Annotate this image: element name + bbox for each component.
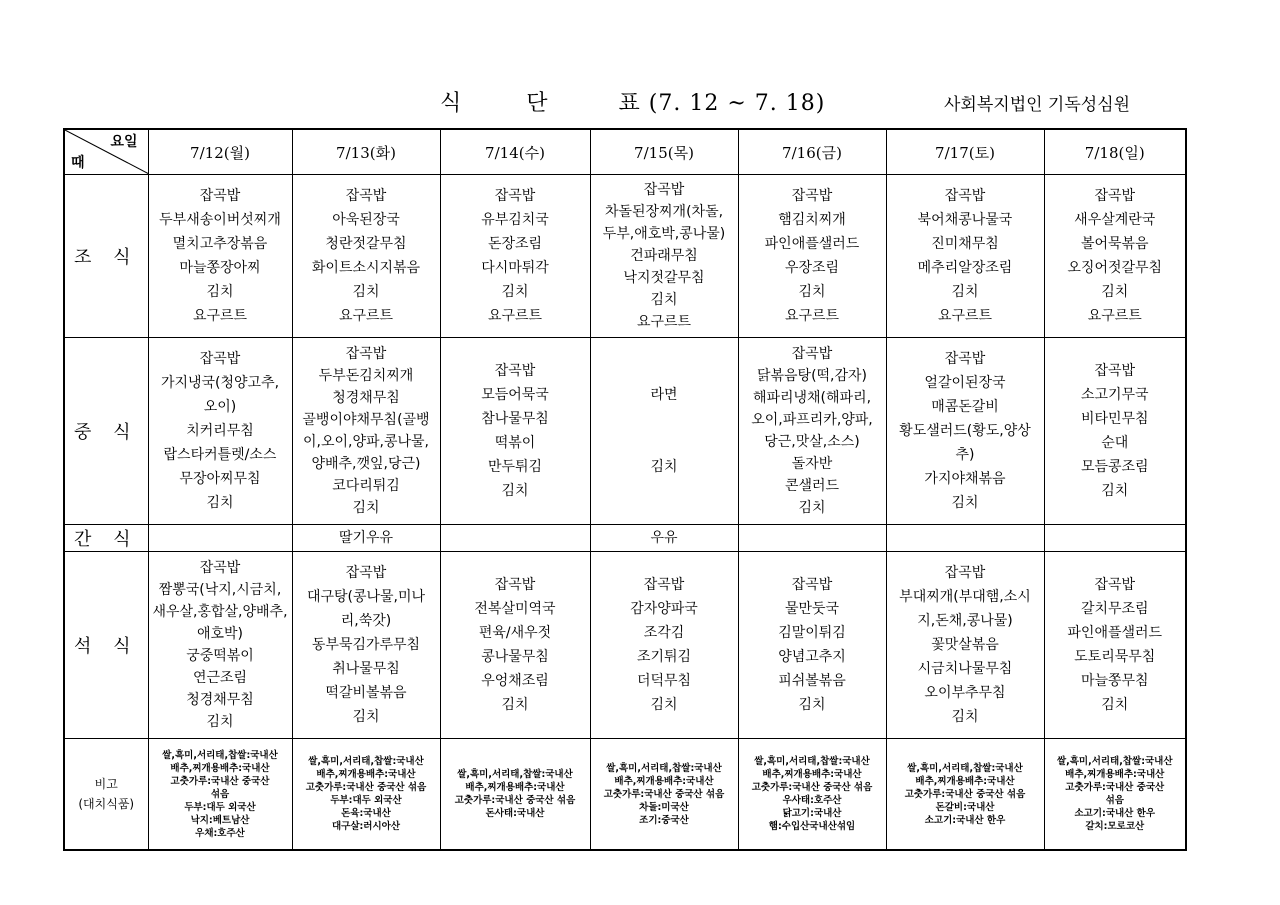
menu-cell: [738, 525, 886, 552]
menu-cell: [440, 525, 590, 552]
menu-cell: 잡곡밥 차돌된장찌개(차돌, 두부,애호박,콩나물) 건파래무침 낙지젓갈무침 김치 요구르트: [590, 175, 738, 338]
menu-cell: 잡곡밥 짬뽕국(낙지,시금치, 새우살,홍합살,양배추, 애호박) 궁중떡볶이 연근조림 청경채무침 김치: [148, 552, 292, 739]
lunch-row: [64, 338, 1186, 525]
day-header: 7/18(일): [1044, 129, 1186, 175]
menu-cell: [148, 525, 292, 552]
dinner-row: [64, 552, 1186, 739]
origin-note: 쌀,흑미,서리태,찹쌀:국내산 배추,찌개용배추:국내산 고춧가루:국내산 중국산 섞음 두부:대두 외국산 낙지:베트남산 우채:호주산: [148, 739, 292, 851]
menu-cell: 잡곡밥 유부김치국 돈장조림 다시마튀각 김치 요구르트: [440, 175, 590, 338]
date-range: (7. 12 ~ 7. 18): [648, 91, 826, 116]
notes-row: [64, 739, 1186, 851]
origin-note: 쌀,흑미,서리태,찹쌀:국내산 배추,찌개용배추:국내산 고춧가루:국내산 중국산 섞음 두부:대두 외국산 돈육:국내산 대구살:러시아산: [292, 739, 440, 851]
page-title: [440, 86, 825, 117]
menu-cell: 잡곡밥 부대찌개(부대햄,소시 지,돈채,콩나물) 꽃맛살볶음 시금치나물무침 오이부추무침 김치: [886, 552, 1044, 739]
corner-cell: [64, 129, 148, 175]
menu-cell: 잡곡밥 가지냉국(청양고추, 오이) 치커리무침 랍스타커틀렛/소스 무장아찌무침 김치: [148, 338, 292, 525]
menu-cell: 잡곡밥 갈치무조림 파인애플샐러드 도토리묵무침 마늘쫑무침 김치: [1044, 552, 1186, 739]
meal-label-dinner: 석 식: [64, 552, 148, 739]
notes-label: 비고 (대치식품): [64, 739, 148, 851]
day-header: 7/16(금): [738, 129, 886, 175]
menu-cell: [886, 525, 1044, 552]
menu-cell: 잡곡밥 햄김치찌개 파인애플샐러드 우장조림 김치 요구르트: [738, 175, 886, 338]
day-header: 7/14(수): [440, 129, 590, 175]
menu-cell: 잡곡밥 전복살미역국 편육/새우젓 콩나물무침 우엉채조림 김치: [440, 552, 590, 739]
origin-note: 쌀,흑미,서리태,찹쌀:국내산 배추,찌개용배추:국내산 고춧가루:국내산 중국산 섞음 돈사태:국내산: [440, 739, 590, 851]
menu-cell: 라면 김치: [590, 338, 738, 525]
title-char-1: 식: [440, 91, 463, 116]
day-header: 7/17(토): [886, 129, 1044, 175]
menu-cell: 잡곡밥 닭볶음탕(떡,감자) 해파리냉채(해파리, 오이,파프리카,양파, 당근,맛살,소스) 돌자반 콘샐러드 김치: [738, 338, 886, 525]
snack-row: [64, 525, 1186, 552]
menu-table: [63, 128, 1187, 851]
menu-cell: 잡곡밥 새우살계란국 볼어묵볶음 오징어젓갈무침 김치 요구르트: [1044, 175, 1186, 338]
day-header: 7/13(화): [292, 129, 440, 175]
menu-cell: 잡곡밥 얼갈이된장국 매콤돈갈비 황도샐러드(황도,양상 추) 가지야채볶음 김치: [886, 338, 1044, 525]
origin-note: 쌀,흑미,서리태,찹쌀:국내산 배추,찌개용배추:국내산 고춧가루:국내산 중국산 섞음 우사태:호주산 닭고기:국내산 햄:수입산국내산섞임: [738, 739, 886, 851]
menu-cell: 잡곡밥 대구탕(콩나물,미나 리,쑥갓) 동부묵김가루무침 취나물무침 떡갈비볼볶음 김치: [292, 552, 440, 739]
menu-cell: 잡곡밥 두부돈김치찌개 청경채무침 골뱅이야채무침(골뱅 이,오이,양파,콩나물, 양배추,깻잎,당근) 코다리튀김 김치: [292, 338, 440, 525]
organization-name: 사회복지법인 기독성심원: [944, 95, 1131, 115]
menu-cell: 잡곡밥 아욱된장국 청란젓갈무침 화이트소시지볶음 김치 요구르트: [292, 175, 440, 338]
menu-cell: 우유: [590, 525, 738, 552]
header-row: [64, 129, 1186, 175]
menu-cell: 잡곡밥 모듬어묵국 참나물무침 떡볶이 만두튀김 김치: [440, 338, 590, 525]
menu-cell: 잡곡밥 소고기무국 비타민무침 순대 모듬콩조림 김치: [1044, 338, 1186, 525]
origin-note: 쌀,흑미,서리태,찹쌀:국내산 배추,찌개용배추:국내산 고춧가루:국내산 중국산 섞음 차돌:미국산 조기:중국산: [590, 739, 738, 851]
menu-cell: 잡곡밥 두부새송이버섯찌개 멸치고추장볶음 마늘쫑장아찌 김치 요구르트: [148, 175, 292, 338]
origin-note: 쌀,흑미,서리태,찹쌀:국내산 배추,찌개용배추:국내산 고춧가루:국내산 중국산 섞음 소고기:국내산 한우 갈치:모로코산: [1044, 739, 1186, 851]
meal-label-lunch: 중 식: [64, 338, 148, 525]
breakfast-row: [64, 175, 1186, 338]
title-char-2: 단: [526, 91, 549, 116]
corner-label-meal: 때: [71, 155, 85, 171]
menu-cell: [1044, 525, 1186, 552]
menu-cell: 딸기우유: [292, 525, 440, 552]
title-char-3: 표: [618, 91, 641, 116]
day-header: 7/12(월): [148, 129, 292, 175]
menu-cell: 잡곡밥 물만둣국 김말이튀김 양념고추지 피쉬볼볶음 김치: [738, 552, 886, 739]
meal-label-breakfast: 조 식: [64, 175, 148, 338]
menu-cell: 잡곡밥 감자양파국 조각김 조기튀김 더덕무침 김치: [590, 552, 738, 739]
meal-label-snack: 간 식: [64, 525, 148, 552]
corner-label-day: 요일: [110, 134, 138, 150]
menu-cell: 잡곡밥 북어채콩나물국 진미채무침 메추리알장조림 김치 요구르트: [886, 175, 1044, 338]
day-header: 7/15(목): [590, 129, 738, 175]
origin-note: 쌀,흑미,서리태,찹쌀:국내산 배추,찌개용배추:국내산 고춧가루:국내산 중국산 섞음 돈갈비:국내산 소고기:국내산 한우: [886, 739, 1044, 851]
